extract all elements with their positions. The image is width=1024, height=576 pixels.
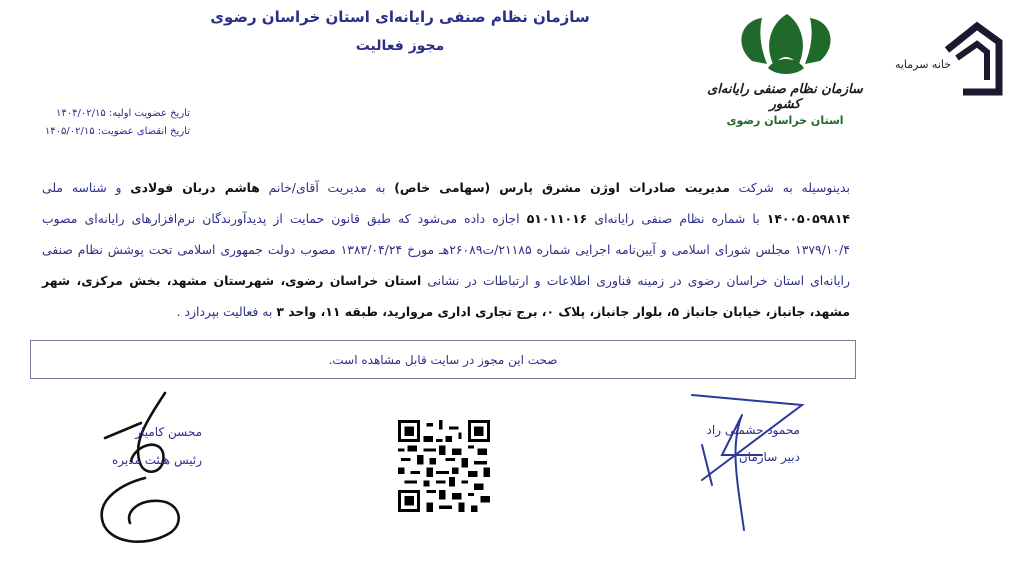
verification-text: صحت این مجوز در سایت قابل مشاهده است. <box>328 352 558 367</box>
permit-title: مجوز فعالیت <box>355 38 445 54</box>
company-name: مدیریت صادرات اوژن مشرق پارس (سهامی خاص) <box>394 180 730 195</box>
body-text: به فعالیت بپردازد . <box>176 304 273 319</box>
watermark-text: خانه سرمایه <box>894 58 952 71</box>
first-membership-date: تاریخ عضویت اولیه: ۱۴۰۴/۰۲/۱۵ <box>56 108 190 119</box>
manager-name: هاشم دربان فولادی <box>130 180 260 195</box>
body-text: با شماره نظام صنفی رایانه‌ای <box>594 211 760 226</box>
national-org-name: سازمان نظام صنفی رایانه‌ای کشور <box>707 82 863 112</box>
chairman-title: رئیس هیئت مدیره <box>111 453 202 467</box>
business-address: استان خراسان رضوی، شهرستان مشهد، بخش مرکزی، شهر مشهد، جانباز، خیابان جانباز ۵، بلوار جانباز، پلاک ۰، برج تجاری اداری مروارید، طبقه ۱۱، واحد ۳ <box>42 273 850 319</box>
secretary-title: دبیر سازمان <box>738 450 800 464</box>
chairman-name: محسن کامیار <box>135 425 202 439</box>
qr-code-icon[interactable] <box>398 420 490 512</box>
guild-number: ۵۱۰۱۱۰۱۶ <box>526 211 588 226</box>
body-text: بدینوسیله به شرکت <box>738 180 850 195</box>
permit-body <box>42 172 850 327</box>
body-text: به مدیریت آقای/خانم <box>268 180 386 195</box>
signature-left <box>85 383 205 553</box>
expiry-date: تاریخ انقضای عضویت: ۱۴۰۵/۰۲/۱۵ <box>44 126 190 137</box>
org-name: سازمان نظام صنفی رایانه‌ای استان خراسان رضوی <box>210 8 590 26</box>
secretary-name: محمود حشمتی راد <box>706 423 800 437</box>
verification-notice <box>30 340 856 379</box>
body-text: اجازه داده می‌شود که طبق قانون حمایت از پدیدآورندگان نرم‌افزارهای رایانه‌ای مصوب ۱۳۷۹/۱۰/۴ مجلس شورای اسلامی و آیین‌نامه اجرایی شماره ۲۱۱۸۵/ت۲۶۰۸۹هـ مورخ ۱۳۸۳/۰۴/۲۴ مصوب دولت جمهوری اسلامی تحت پوشش نظام صنفی رایانه‌ای استان خراسان رضوی در زمینه فناوری اطلاعات و ارتباطات در نشانی <box>42 211 851 288</box>
national-id: ۱۴۰۰۵۰۵۹۸۱۴ <box>766 211 850 226</box>
province-name: استان خراسان رضوی <box>726 114 844 127</box>
body-text: و شناسه ملی <box>42 180 122 195</box>
